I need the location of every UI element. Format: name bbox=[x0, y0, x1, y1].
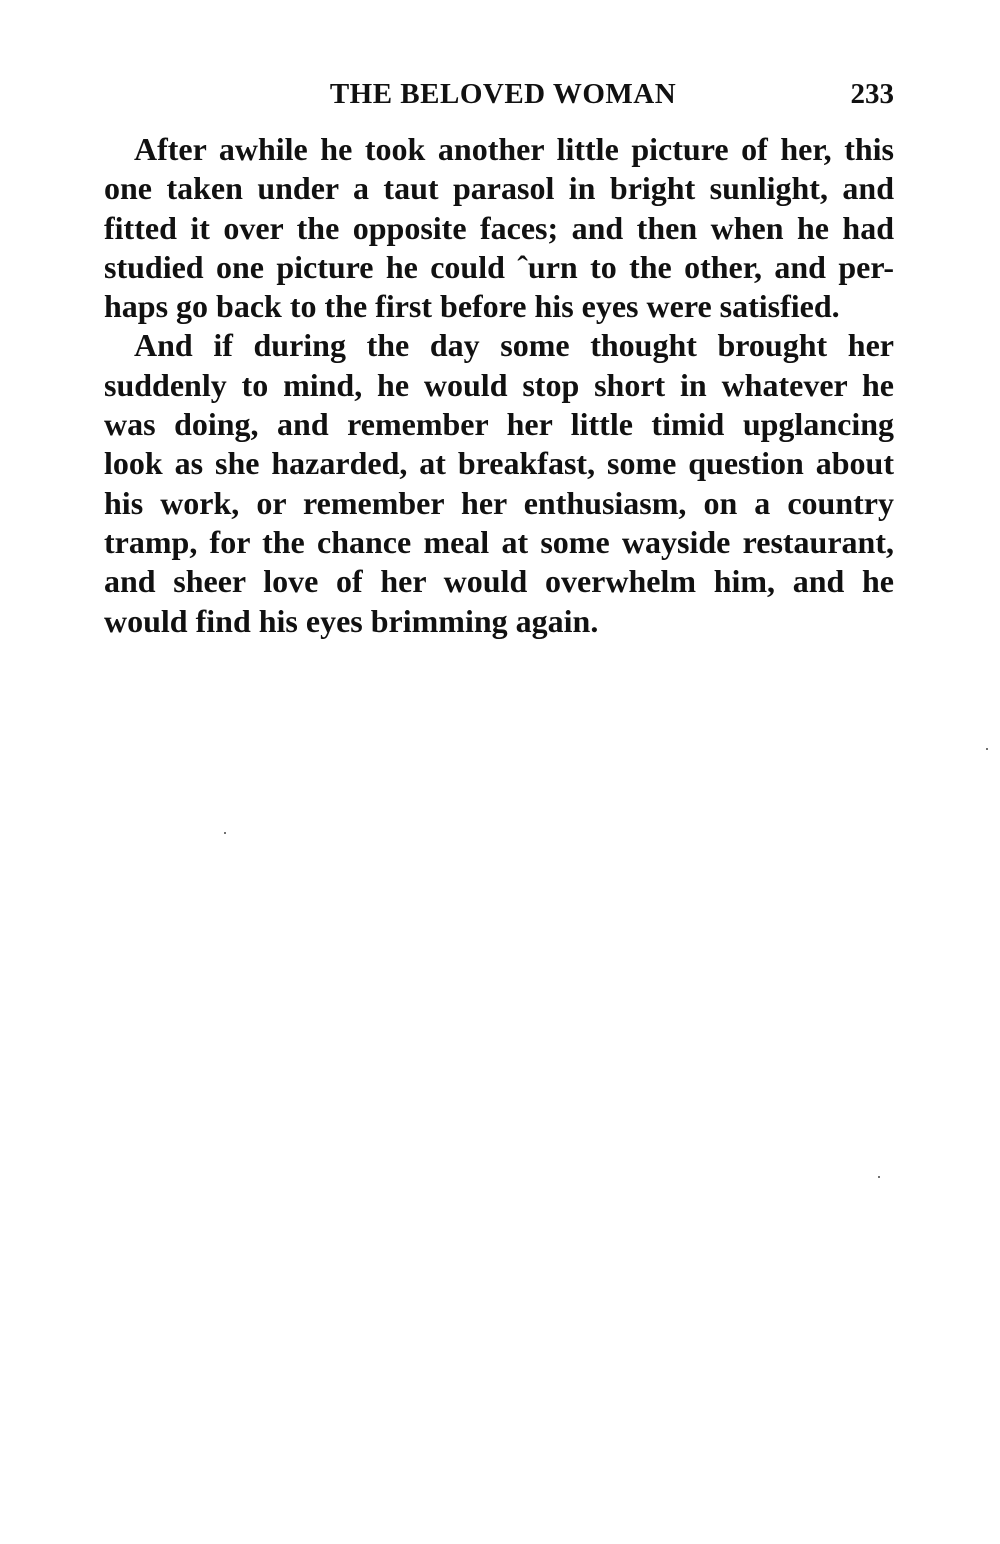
running-head-title: THE BELOVED WOMAN bbox=[329, 78, 677, 110]
text-line: his work, or remember her enthusiasm, on a country bbox=[104, 484, 894, 521]
text-line: would find his eyes brimming again. bbox=[104, 602, 599, 639]
paragraph-1 bbox=[104, 130, 894, 326]
scan-speck bbox=[986, 748, 988, 750]
text-line: look as she hazarded, at breakfast, some question about bbox=[104, 445, 894, 482]
body-text bbox=[104, 130, 894, 641]
text-line: tramp, for the chance meal at some wayside restaurant, bbox=[104, 523, 894, 560]
text-line: suddenly to mind, he would stop short in whatever he bbox=[104, 366, 894, 403]
text-line: and sheer love of her would overwhelm him, and he bbox=[104, 563, 894, 600]
text-line: And if during the day some thought brought her bbox=[134, 327, 894, 364]
scan-speck bbox=[224, 832, 226, 834]
text-line: studied one picture he could ˆurn to the other, and per- bbox=[104, 248, 894, 285]
text-line: After awhile he took another little picture of her, this bbox=[134, 131, 894, 167]
text-line: haps go back to the first before his eyes were satisfied. bbox=[104, 288, 840, 325]
text-line: fitted it over the opposite faces; and then when he had bbox=[104, 209, 894, 246]
text-line: was doing, and remember her little timid upglancing bbox=[104, 406, 894, 443]
running-head bbox=[104, 74, 894, 114]
text-line: one taken under a taut parasol in bright sunlight, and bbox=[104, 170, 894, 207]
page-number: 233 bbox=[850, 78, 894, 110]
paragraph-2 bbox=[104, 326, 894, 640]
scan-speck bbox=[878, 1176, 880, 1178]
